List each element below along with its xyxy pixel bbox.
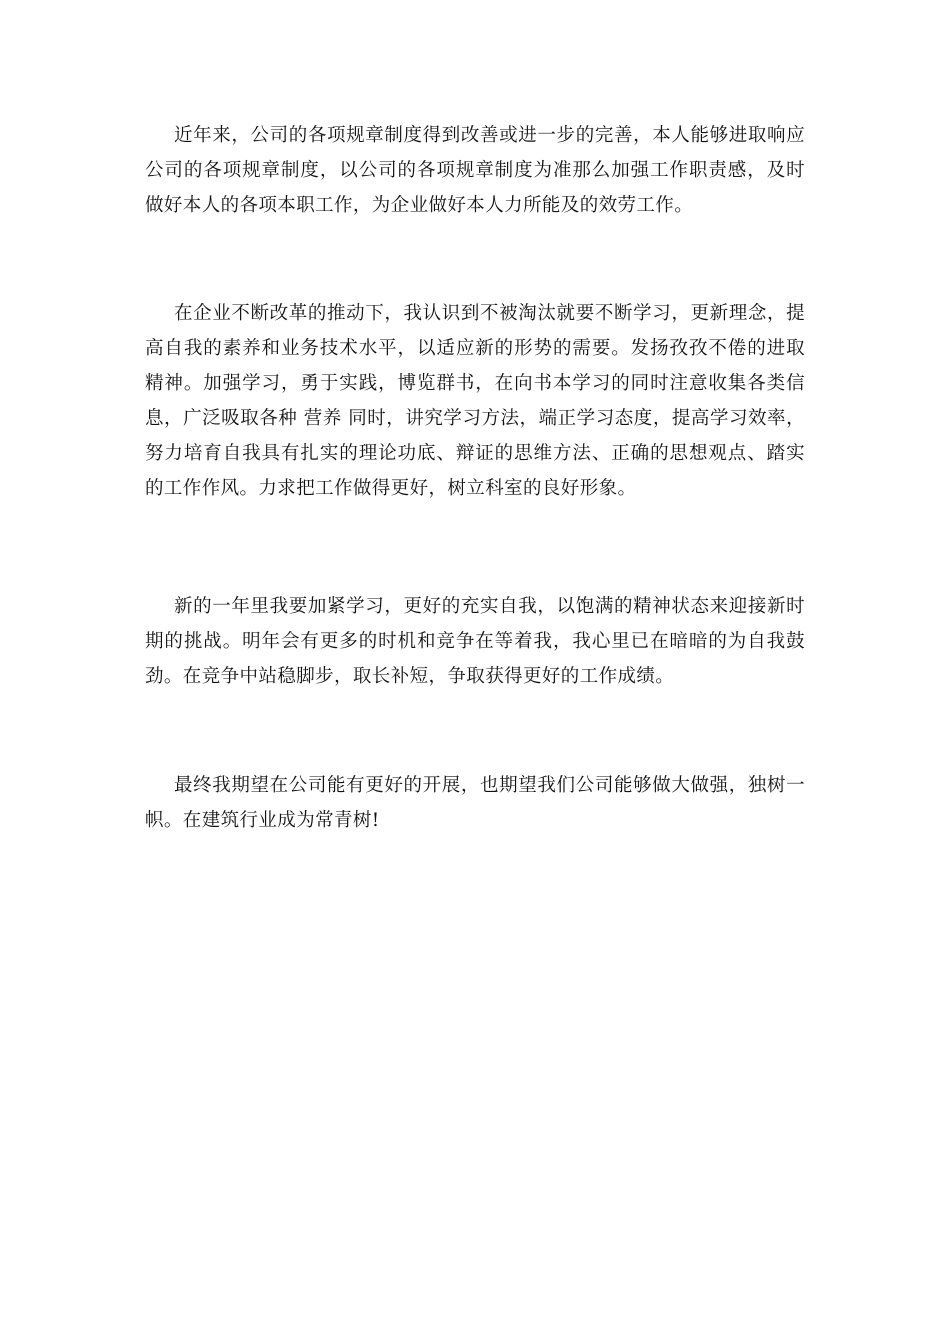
paragraph-4: 最终我期望在公司能有更好的开展，也期望我们公司能够做大做强，独树一帜。在建筑行业成为常青树!: [145, 775, 805, 831]
paragraph-1: 近年来，公司的各项规章制度得到改善或进一步的完善，本人能够进取响应公司的各项规章制度，以公司的各项规章制度为准那么加强工作职责感，及时做好本人的各项本职工作，为企业做好本人力所能及的效劳工作。: [145, 125, 805, 216]
paragraph-3: 新的一年里我要加紧学习，更好的充实自我，以饱满的精神状态来迎接新时期的挑战。明年会有更多的时机和竞争在等着我，我心里已在暗暗的为自我鼓劲。在竞争中站稳脚步，取长补短，争取获得更好的工作成绩。: [145, 596, 805, 687]
paragraph-2: 在企业不断改革的推动下，我认识到不被淘汰就要不断学习，更新理念，提高自我的素养和业务技术水平，以适应新的形势的需要。发扬孜孜不倦的进取精神。加强学习，勇于实践，博览群书，在向书本学习的同时注意收集各类信息，广泛吸取各种 营养 同时，讲究学习方法，端正学习态度，提高学习效率，努力培育自我具有扎实的理论功底、辩证的思维方法、正确的思想观点、踏实的工作作风。力求把工作做得更好，树立科室的良好形象。: [145, 303, 805, 499]
